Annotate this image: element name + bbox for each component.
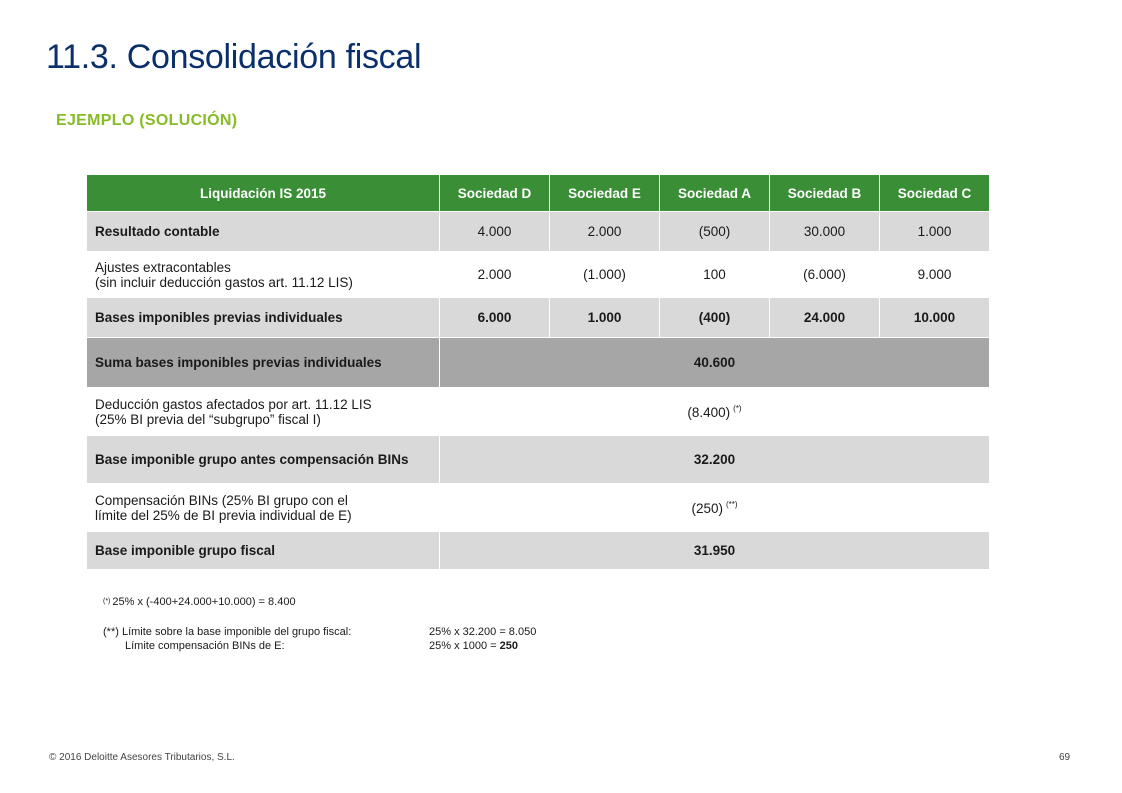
cell-value: [440, 388, 990, 436]
footnote-marker: (*): [733, 403, 742, 413]
table-row-compensacion-bins: [87, 484, 990, 532]
footnote-value: [429, 639, 518, 653]
header-liquidacion: Liquidación IS 2015: [87, 175, 440, 212]
row-label: [87, 388, 440, 436]
table-row-suma-bases: [87, 338, 990, 388]
table-header-row: [87, 175, 990, 212]
cell-value: 30.000: [770, 212, 880, 252]
cell-value: 1.000: [550, 298, 660, 338]
row-label-line: límite del 25% de BI previa individual de E): [95, 507, 352, 523]
cell-value: (500): [660, 212, 770, 252]
row-label: Suma bases imponibles previas individuales: [87, 338, 440, 388]
header-sociedad-a: Sociedad A: [660, 175, 770, 212]
cell-value: 2.000: [440, 252, 550, 298]
row-label: Bases imponibles previas individuales: [87, 298, 440, 338]
footnote-label: [103, 625, 429, 639]
cell-value: 9.000: [880, 252, 990, 298]
liquidacion-table: [86, 174, 990, 570]
footnote-2-line-2: [103, 639, 536, 653]
header-sociedad-e: Sociedad E: [550, 175, 660, 212]
row-label-line: Ajustes extracontables: [95, 259, 231, 275]
cell-value: 24.000: [770, 298, 880, 338]
cell-value: 1.000: [880, 212, 990, 252]
footnote-value: 25% x 32.200 = 8.050: [429, 626, 537, 638]
row-label: Resultado contable: [87, 212, 440, 252]
cell-value: (6.000): [770, 252, 880, 298]
cell-value: 4.000: [440, 212, 550, 252]
footnote-value-bold: 250: [499, 640, 518, 652]
table-row-deduccion-gastos: [87, 388, 990, 436]
footnotes: [103, 595, 536, 653]
cell-value: (400): [660, 298, 770, 338]
row-label-line: (25% BI previa del “subgrupo” fiscal I): [95, 411, 321, 427]
row-label: Base imponible grupo antes compensación BINs: [87, 436, 440, 484]
cell-value-text: (250): [691, 500, 723, 516]
row-label: [87, 484, 440, 532]
table-row-ajustes: [87, 252, 990, 298]
cell-value: 100: [660, 252, 770, 298]
cell-value: 31.950: [440, 532, 990, 570]
cell-value: [440, 484, 990, 532]
row-label: Base imponible grupo fiscal: [87, 532, 440, 570]
cell-value-text: (8.400): [687, 404, 731, 420]
row-label: [87, 252, 440, 298]
footnote-text: 25% x (-400+24.000+10.000) = 8.400: [112, 596, 296, 608]
table-row-base-antes-compensacion: [87, 436, 990, 484]
cell-value: 10.000: [880, 298, 990, 338]
footnote-marker: (*): [103, 598, 111, 605]
footnote-marker: (**): [725, 499, 738, 509]
footnote-1: [103, 595, 536, 609]
cell-value: (1.000): [550, 252, 660, 298]
footnote-label: Límite compensación BINs de E:: [125, 640, 285, 652]
header-sociedad-c: Sociedad C: [880, 175, 990, 212]
footnote-value-prefix: 25% x 1000 =: [429, 640, 500, 652]
table-row-bases-previas: [87, 298, 990, 338]
cell-value: 6.000: [440, 298, 550, 338]
footnote-2-line-1: [103, 625, 536, 639]
row-label-line: Deducción gastos afectados por art. 11.12 LIS: [95, 396, 372, 412]
footer-page-number: 69: [1059, 752, 1071, 763]
header-sociedad-b: Sociedad B: [770, 175, 880, 212]
footer-copyright: © 2016 Deloitte Asesores Tributarios, S.L.: [49, 752, 235, 763]
footnote-marker: (**): [103, 626, 119, 638]
page-title: 11.3. Consolidación fiscal: [46, 38, 422, 76]
row-label-line: Compensación BINs (25% BI grupo con el: [95, 492, 348, 508]
footnote-label-text: Límite sobre la base imponible del grupo fiscal:: [121, 626, 352, 638]
row-label-line: (sin incluir deducción gastos art. 11.12 LIS): [95, 274, 353, 290]
cell-value: 2.000: [550, 212, 660, 252]
cell-value: 40.600: [440, 338, 990, 388]
cell-value: 32.200: [440, 436, 990, 484]
section-subtitle: EJEMPLO (SOLUCIÓN): [56, 112, 238, 129]
header-sociedad-d: Sociedad D: [440, 175, 550, 212]
table-row-base-grupo-fiscal: [87, 532, 990, 570]
table-row-resultado-contable: [87, 212, 990, 252]
